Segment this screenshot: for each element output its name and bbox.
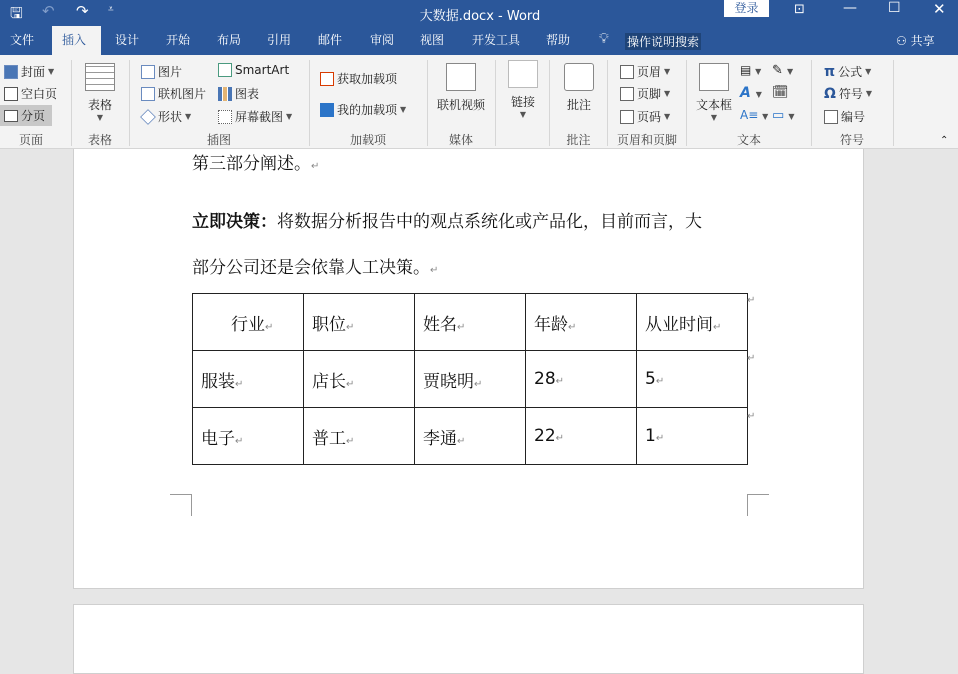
table-row bbox=[193, 408, 748, 465]
store-icon bbox=[320, 72, 334, 86]
maximize-icon[interactable]: ☐ bbox=[888, 0, 901, 16]
tab-mailings[interactable]: 邮件 bbox=[318, 33, 343, 47]
tab-help[interactable]: 帮助 bbox=[546, 33, 571, 47]
group-label-illustrations: 插图 bbox=[206, 133, 231, 147]
table-row bbox=[193, 351, 748, 408]
page-number-button[interactable]: 页码 ▼ bbox=[620, 108, 670, 125]
window-title: 大数据.docx - Word bbox=[419, 9, 541, 24]
data-table bbox=[192, 293, 748, 465]
row-end-mark: ↵ bbox=[747, 411, 756, 422]
table-cell[interactable]: 22↵ bbox=[526, 408, 637, 465]
table-cell[interactable]: 贾晓明↵ bbox=[415, 351, 526, 408]
margin-corner-mark bbox=[747, 494, 769, 516]
pi-icon: π bbox=[824, 63, 836, 80]
login-button[interactable]: 登录 bbox=[724, 0, 769, 17]
tab-layout[interactable]: 布局 bbox=[217, 33, 242, 47]
table-cell[interactable]: 从业时间↵ bbox=[637, 294, 748, 351]
picture-icon bbox=[141, 65, 155, 79]
symbol-button[interactable]: Ω 符号 ▼ bbox=[824, 85, 873, 102]
table-header-row bbox=[193, 294, 748, 351]
ribbon-tabs bbox=[0, 26, 958, 55]
number-icon bbox=[824, 110, 838, 124]
comment-button[interactable]: 批注 bbox=[562, 63, 596, 113]
margin-corner-mark bbox=[170, 494, 192, 516]
tab-file[interactable]: 文件 bbox=[10, 33, 35, 47]
person-add-icon: ⚇ bbox=[896, 34, 911, 48]
table-cell[interactable]: 职位↵ bbox=[304, 294, 415, 351]
group-label-text: 文本 bbox=[736, 133, 761, 147]
text-box-button[interactable]: 文本框 ▼ bbox=[694, 63, 734, 122]
group-label-symbols: 符号 bbox=[839, 133, 864, 147]
group-label-tables: 表格 bbox=[87, 133, 112, 147]
blank-page-icon bbox=[4, 87, 18, 101]
online-picture-icon bbox=[141, 87, 155, 101]
ribbon bbox=[0, 55, 958, 149]
table-cell[interactable]: 年龄↵ bbox=[526, 294, 637, 351]
shapes-icon bbox=[140, 109, 156, 125]
tab-home[interactable]: 开始 bbox=[166, 33, 191, 47]
row-end-mark: ↵ bbox=[747, 295, 756, 306]
title-bar bbox=[0, 0, 958, 26]
screenshot-icon bbox=[218, 110, 232, 124]
addins-icon bbox=[320, 103, 334, 117]
header-button[interactable]: 页眉 ▼ bbox=[620, 63, 670, 80]
page-break-button[interactable]: 分页 bbox=[0, 105, 52, 126]
link-button[interactable]: 链接 ▼ bbox=[505, 60, 541, 119]
paragraph-mark: ↵ bbox=[311, 161, 320, 172]
ribbon-display-icon[interactable]: ⊡ bbox=[794, 2, 805, 17]
drop-cap-icon[interactable]: A≡ ▼ bbox=[740, 108, 769, 122]
screenshot-button[interactable]: 屏幕截图 ▼ bbox=[218, 108, 292, 125]
shapes-button[interactable]: 形状 ▼ bbox=[141, 108, 191, 125]
new-comment-icon bbox=[564, 63, 594, 91]
group-label-media: 媒体 bbox=[448, 133, 473, 147]
wordart-icon[interactable]: A ▼ bbox=[740, 85, 762, 101]
smartart-button[interactable]: SmartArt bbox=[218, 63, 289, 77]
text-box-icon bbox=[699, 63, 729, 91]
table-cell[interactable]: 1↵ bbox=[637, 408, 748, 465]
tab-review[interactable]: 审阅 bbox=[370, 33, 395, 47]
group-label-addins: 加载项 bbox=[349, 133, 386, 147]
online-pictures-button[interactable]: 联机图片 bbox=[141, 85, 206, 102]
group-label-pages: 页面 bbox=[18, 133, 43, 147]
bold-term: 立即决策： bbox=[192, 212, 277, 232]
row-end-mark: ↵ bbox=[747, 353, 756, 364]
table-cell[interactable]: 姓名↵ bbox=[415, 294, 526, 351]
tab-design[interactable]: 设计 bbox=[115, 33, 140, 47]
undo-icon[interactable]: ↶ bbox=[42, 2, 55, 20]
tab-references[interactable]: 引用 bbox=[267, 33, 292, 47]
omega-icon: Ω bbox=[824, 85, 836, 102]
page-number-icon bbox=[620, 110, 634, 124]
paragraph: 第三部分阐述。↵ bbox=[192, 154, 320, 174]
save-icon[interactable]: 🖫 bbox=[10, 4, 23, 22]
table-cell[interactable]: 电子↵ bbox=[193, 408, 304, 465]
group-label-header-footer: 页眉和页脚 bbox=[616, 133, 677, 147]
document-page[interactable] bbox=[73, 149, 864, 589]
bar-chart-icon bbox=[218, 87, 232, 101]
cover-page-button[interactable]: 封面 ▼ bbox=[4, 63, 54, 80]
table-button[interactable]: 表格 ▼ bbox=[80, 63, 120, 122]
document-page-2[interactable] bbox=[73, 604, 864, 674]
share-button[interactable]: ⚇ 共享 bbox=[896, 34, 935, 48]
paragraph-mark: ↵ bbox=[430, 265, 439, 276]
group-label-comments: 批注 bbox=[566, 133, 591, 147]
table-cell[interactable]: 店长↵ bbox=[304, 351, 415, 408]
tab-view[interactable]: 视图 bbox=[420, 33, 445, 47]
pictures-button[interactable]: 图片 bbox=[141, 63, 182, 80]
table-cell[interactable]: 普工↵ bbox=[304, 408, 415, 465]
get-addins-button[interactable]: 获取加载项 bbox=[320, 70, 397, 87]
tab-insert[interactable]: 插入 bbox=[52, 26, 101, 55]
paragraph: 部分公司还是会依靠人工决策。↵ bbox=[192, 258, 439, 278]
chart-button[interactable]: 图表 bbox=[218, 85, 259, 102]
table-cell[interactable]: 行业↵ bbox=[193, 294, 304, 351]
table-cell[interactable]: 服装↵ bbox=[193, 351, 304, 408]
blank-page-button[interactable]: 空白页 bbox=[4, 85, 57, 102]
smartart-icon bbox=[218, 63, 232, 77]
equation-button[interactable]: π 公式 ▼ bbox=[824, 63, 872, 80]
table-cell[interactable]: 5↵ bbox=[637, 351, 748, 408]
redo-icon[interactable]: ↷ bbox=[76, 2, 89, 20]
tell-me-search[interactable]: 操作说明搜索 bbox=[627, 35, 700, 49]
paragraph: 立即决策：将数据分析报告中的观点系统化或产品化，目前而言，大 bbox=[192, 212, 702, 232]
customize-icon[interactable]: ⩡ bbox=[108, 4, 114, 15]
lightbulb-icon: 💡︎ bbox=[599, 31, 609, 47]
online-video-icon bbox=[446, 63, 476, 91]
signature-line-icon[interactable]: ✎ ▼ bbox=[772, 63, 794, 78]
number-button[interactable]: 编号 bbox=[824, 108, 865, 125]
minimize-icon[interactable]: — bbox=[843, 0, 857, 16]
online-video-button[interactable]: 联机视频 bbox=[434, 63, 488, 113]
date-time-icon[interactable]: 🗓︎ bbox=[772, 85, 789, 100]
table-cell[interactable]: 28↵ bbox=[526, 351, 637, 408]
table-icon bbox=[85, 63, 115, 91]
table-cell[interactable]: 李通↵ bbox=[415, 408, 526, 465]
header-icon bbox=[620, 65, 634, 79]
object-icon[interactable]: ▭ ▼ bbox=[772, 108, 795, 123]
link-icon bbox=[508, 60, 538, 88]
footer-icon bbox=[620, 87, 634, 101]
cover-page-icon bbox=[4, 65, 18, 79]
footer-button[interactable]: 页脚 ▼ bbox=[620, 85, 670, 102]
close-icon[interactable]: ✕ bbox=[933, 0, 946, 18]
my-addins-button[interactable]: 我的加载项 ▼ bbox=[320, 101, 406, 118]
page-break-icon bbox=[4, 110, 18, 122]
tab-developer[interactable]: 开发工具 bbox=[472, 33, 521, 47]
collapse-ribbon-icon[interactable]: ⌃ bbox=[940, 135, 949, 146]
quick-parts-icon[interactable]: ▤ ▼ bbox=[740, 63, 762, 77]
